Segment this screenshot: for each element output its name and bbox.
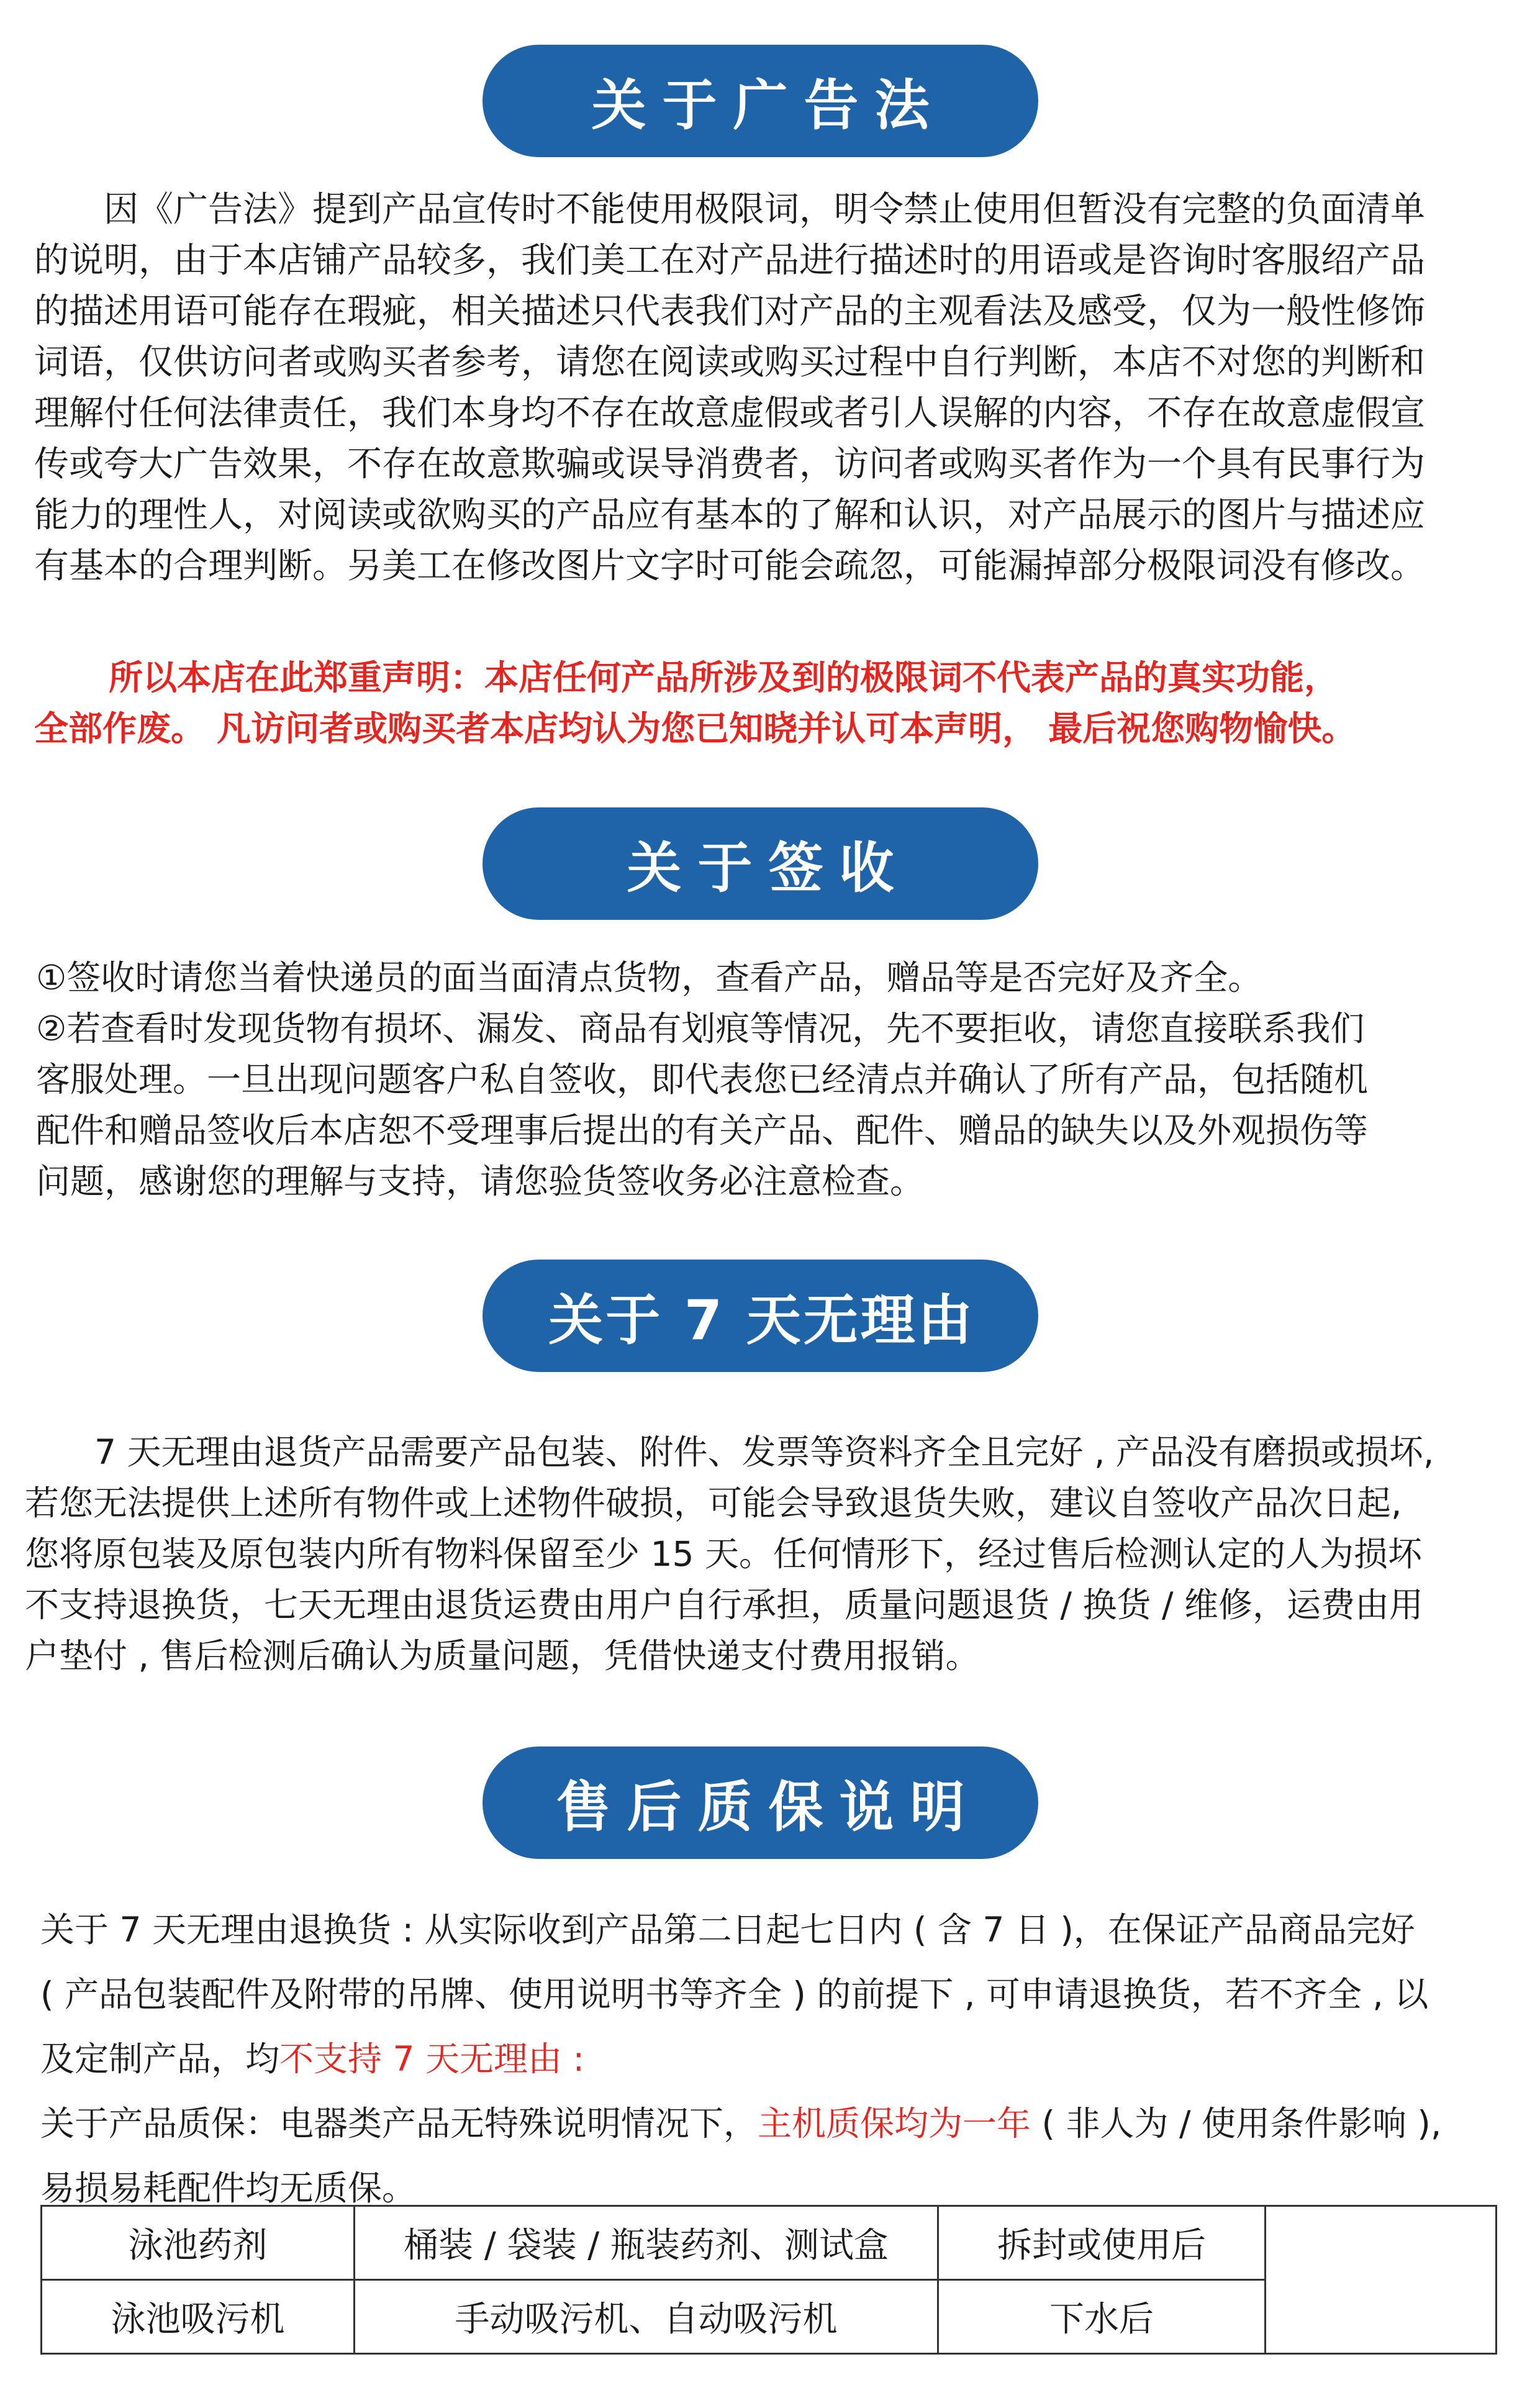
text-line: 的描述用语可能存在瑕疵，相关描述只代表我们对产品的主观看法及感受，仅为一般性修饰: [34, 291, 1425, 332]
table-row: [42, 2206, 1497, 2280]
text-segment: ( 非人为 / 使用条件影响 ),: [1031, 2104, 1442, 2143]
seven-day-paragraph: [25, 1427, 1434, 1681]
section-title-after-sales: 售后质保说明: [482, 1747, 1038, 1859]
text-line: 不支持退换货，七天无理由退货运费由用户自行承担，质量问题退货 / 换货 / 维修，运费由用: [25, 1585, 1423, 1625]
text-line: 客服处理。一旦出现问题客户私自签收，即代表您已经清点并确认了所有产品，包括随机: [36, 1060, 1369, 1099]
text-line: ( 产品包装配件及附带的吊牌、使用说明书等齐全 ) 的前提下 , 可申请退换货，若不齐全 , 以: [40, 1974, 1429, 2014]
text-line: 您将原包装及原包装内所有物料保留至少 15 天。任何情形下，经过售后检测认定的人为损坏: [25, 1534, 1422, 1574]
text-line: ②若查看时发现货物有损坏、漏发、商品有划痕等情况，先不要拒收，请您直接联系我们: [36, 1009, 1365, 1048]
text-segment: 关于产品质保：电器类产品无特殊说明情况下，: [40, 2104, 758, 2143]
text-line: 词语，仅供访问者或购买者参考，请您在阅读或购买过程中自行判断，本店不对您的判断和: [34, 342, 1425, 383]
warranty-table: [40, 2205, 1497, 2355]
text-line: 问题，感谢您的理解与支持，请您验货签收务必注意检查。: [36, 1161, 925, 1201]
section-title-sign-receipt: 关于签收: [482, 807, 1038, 920]
notice-line: 全部作废。 凡访问者或购买者本店均认为您已知晓并认可本声明， 最后祝您购物愉快。: [34, 709, 1356, 748]
warranty-one-year-highlight: 主机质保均为一年: [758, 2104, 1031, 2143]
text-line: 能力的理性人，对阅读或欲购买的产品应有基本的了解和认识，对产品展示的图片与描述应: [34, 495, 1425, 535]
section-title-seven-day: 关于 7 天无理由: [482, 1260, 1038, 1372]
text-line: 因《广告法》提到产品宣传时不能使用极限词，明令禁止使用但暂没有完整的负面清单: [104, 189, 1425, 230]
text-line: 传或夸大广告效果，不存在故意欺骗或误导消费者，访问者或购买者作为一个具有民事行为: [34, 444, 1425, 484]
after-sales-paragraph: [40, 1897, 1441, 2220]
text-line: 的说明，由于本店铺产品较多，我们美工在对产品进行描述时的用语或是咨询时客服绍产品: [34, 240, 1425, 281]
table-cell-category: 泳池吸污机: [42, 2280, 355, 2354]
sign-receipt-paragraph: [36, 952, 1368, 1207]
table-cell-category: 泳池药剂: [42, 2206, 355, 2280]
text-line: 易损易耗配件均无质保。: [40, 2168, 417, 2208]
section-title-ad-law: 关于广告法: [482, 45, 1038, 157]
text-line: [40, 2027, 1441, 2091]
text-line: ①签收时请您当着快递员的面当面清点货物，查看产品，赠品等是否完好及齐全。: [36, 958, 1262, 997]
text-segment: 及定制产品，均: [40, 2039, 280, 2079]
text-line: 关于 7 天无理由退换货 : 从实际收到产品第二日起七日内 ( 含 7 日 )，在保证产品商品完好: [40, 1910, 1415, 1950]
ad-law-notice: [34, 652, 1356, 754]
table-cell-empty: [1266, 2206, 1497, 2354]
text-line: 若您无法提供上述所有物件或上述物件破损，可能会导致退货失败，建议自签收产品次日起,: [25, 1483, 1402, 1523]
text-line: [40, 2091, 1441, 2156]
text-line: 配件和赠品签收后本店恕不受理事后提出的有关产品、配件、赠品的缺失以及外观损伤等: [36, 1111, 1369, 1150]
text-line: 户垫付 , 售后检测后确认为质量问题，凭借快递支付费用报销。: [25, 1636, 980, 1676]
table-cell-condition: 下水后: [938, 2280, 1266, 2354]
ad-law-paragraph: [34, 184, 1425, 592]
no-seven-day-highlight: 不支持 7 天无理由 :: [279, 2039, 584, 2079]
text-line: 7 天无理由退货产品需要产品包装、附件、发票等资料齐全且完好 , 产品没有磨损或损坏,: [94, 1432, 1434, 1472]
table-cell-condition: 拆封或使用后: [938, 2206, 1266, 2280]
text-line: 有基本的合理判断。另美工在修改图片文字时可能会疏忽，可能漏掉部分极限词没有修改。: [34, 546, 1425, 586]
notice-line: 所以本店在此郑重声明：本店任何产品所涉及到的极限词不代表产品的真实功能，: [109, 658, 1339, 697]
table-cell-items: 手动吸污机、自动吸污机: [355, 2280, 938, 2354]
table-cell-items: 桶装 / 袋装 / 瓶装药剂、测试盒: [355, 2206, 938, 2280]
text-line: 理解付任何法律责任，我们本身均不存在故意虚假或者引人误解的内容，不存在故意虚假宣: [34, 393, 1425, 434]
